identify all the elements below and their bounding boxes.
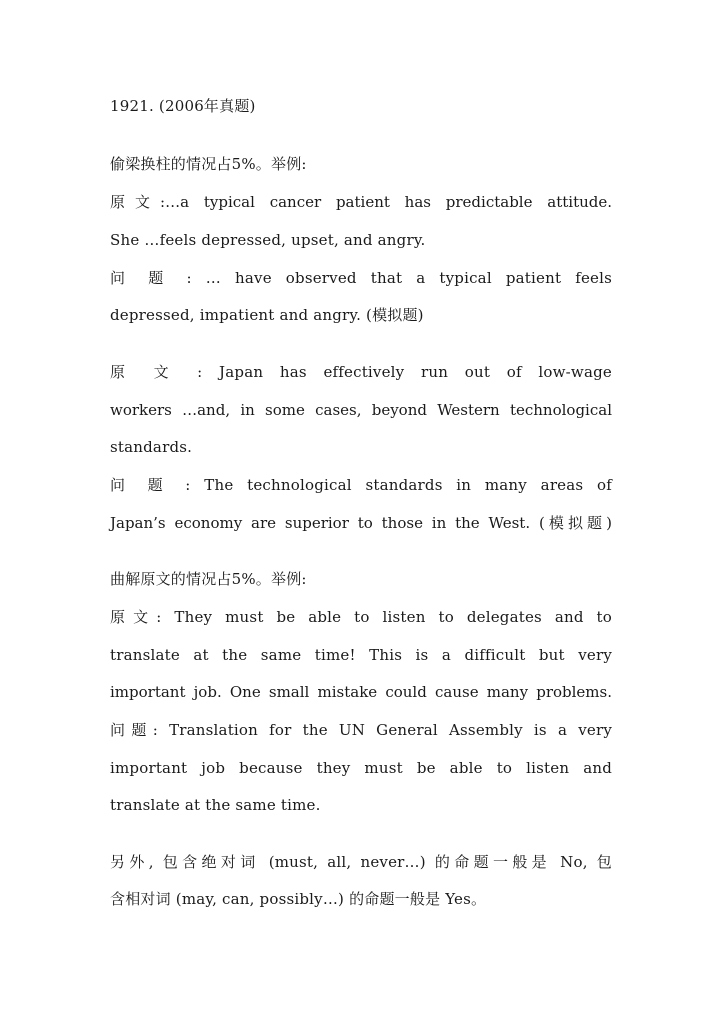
section2-line3: important job. One small mistake could cause many problems. — [110, 683, 612, 701]
note-line1: 另外, 包含绝对词 (must, all, never…) 的命题一般是 No, 包 — [110, 853, 612, 871]
example2-line2: workers …and, in some cases, beyond Western technological — [110, 401, 612, 419]
example2-line3: standards. — [110, 438, 193, 456]
example1-line4: depressed, impatient and angry. (模拟题) — [110, 306, 424, 324]
section2-intro: 曲解原文的情况占5%。举例: — [110, 570, 307, 588]
example1-line1: 原文:…a typical cancer patient has predictable attitude. — [110, 193, 612, 211]
section2-line2: translate at the same time! This is a difficult but very — [110, 646, 612, 664]
section2-line5: important job because they must be able to listen and — [110, 759, 612, 777]
section1-intro: 偷梁换柱的情况占5%。举例: — [110, 155, 307, 173]
section2-line4: 问题: Translation for the UN General Assembly is a very — [110, 721, 612, 739]
example1-line2: She …feels depressed, upset, and angry. — [110, 231, 426, 249]
example2-line4: 问 题 : The technological standards in many areas of — [110, 476, 612, 494]
section2-line6: translate at the same time. — [110, 796, 321, 814]
example1-line3: 问 题 : … have observed that a typical patient feels — [110, 269, 612, 287]
page-heading: 1921. (2006年真题) — [110, 97, 256, 115]
example2-line1: 原 文 : Japan has effectively run out of low-wage — [110, 363, 612, 381]
section2-line1: 原文: They must be able to listen to delegates and to — [110, 608, 612, 626]
example2-line5: Japan’s economy are superior to those in the West. (模拟题) — [110, 514, 612, 532]
note-line2: 含相对词 (may, can, possibly…) 的命题一般是 Yes。 — [110, 890, 487, 908]
